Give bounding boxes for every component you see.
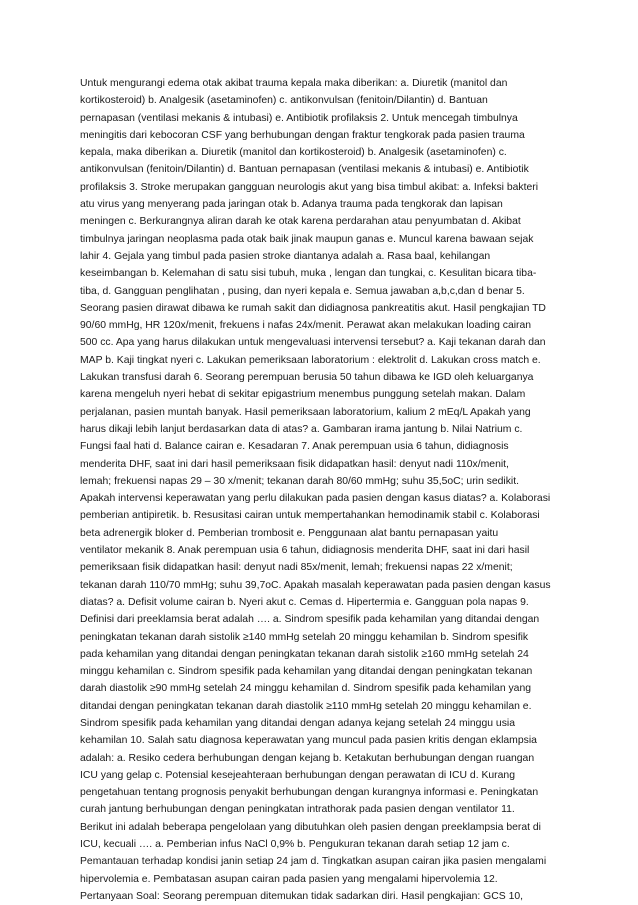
- text-line: karena mengeluh nyeri hebat di sekitar epigastrium menembus punggung setelah makan. Dalam: [80, 389, 526, 401]
- text-line: pengetahuan tentang prognosis penyakit berhubungan dengan kurangnya informasi e. Peningkatan: [80, 787, 539, 799]
- text-line: Seorang pasien dirawat dibawa ke rumah sakit dan didiagnosa pankreatitis akut. Hasil pengkajian TD: [80, 302, 546, 314]
- text-line: timbulnya jaringan neoplasma pada otak baik jinak maupun ganas e. Muncul karena bawaan sejak: [80, 233, 534, 245]
- text-line: antikonvulsan (fenitoin/Dilantin) d. Bantuan pernapasan (ventilasi mekanis & intubasi) e. Antibiotik: [80, 164, 529, 176]
- text-line: MAP b. Kaji tingkat nyeri c. Lakukan pemeriksaan laboratorium : elektrolit d. Lakukan cross match e.: [80, 354, 541, 366]
- document-body: [80, 75, 562, 905]
- text-line: lemah; frekuensi napas 29 – 30 x/menit; tekanan darah 80/60 mmHg; suhu 35,5oC; urin sedikit.: [80, 475, 519, 487]
- text-line: kehamilan 10. Salah satu diagnosa keperawatan yang muncul pada pasien kritis dengan eklampsia: [80, 735, 537, 747]
- text-line: diatas? a. Defisit volume cairan b. Nyeri akut c. Cemas d. Hipertermia e. Gangguan pola napas 9.: [80, 596, 529, 608]
- text-line: hipervolemia e. Pembatasan asupan cairan pada pasien yang mengalami hipervolemia 12.: [80, 873, 498, 885]
- text-line: harus dikaji lebih lanjut berdasarkan data di atas? a. Gambaran irama jantung b. Nilai Natrium c.: [80, 423, 523, 435]
- text-line: keseimbangan b. Kelemahan di satu sisi tubuh, muka , lengan dan tungkai, c. Kesulitan bicara tiba-: [80, 268, 537, 280]
- text-line: curah jantung berhubungan dengan peningkatan intrathorak pada pasien dengan ventilator 11.: [80, 804, 515, 816]
- text-line: perjalanan, pasien muntah banyak. Hasil pemeriksaan laboratorium, kalium 2 mEq/L Apakah yang: [80, 406, 531, 418]
- text-line: profilaksis 3. Stroke merupakan gangguan neurologis akut yang bisa timbul akibat: a. Infeksi bakteri: [80, 181, 539, 193]
- text-line: kortikosteroid) b. Analgesik (asetaminofen) c. antikonvulsan (fenitoin/Dilantin) d. Bantuan: [80, 95, 488, 107]
- text-line: atu virus yang menyerang pada jaringan otak b. Adanya trauma pada tengkorak dan lapisan: [80, 199, 503, 211]
- text-line: Untuk mengurangi edema otak akibat trauma kepala maka diberikan: a. Diuretik (manitol dan: [80, 78, 508, 89]
- text-line: peningkatan tekanan darah sistolik ≥140 mmHg setelah 20 minggu kehamilan b. Sindrom spesifik: [80, 631, 529, 643]
- text-line: tiba, d. Gangguan penglihatan , pusing, dan nyeri kepala e. Semua jawaban a,b,c,dan d benar 5.: [80, 285, 525, 297]
- text-line: meningitis dari kebocoran CSF yang berhubungan dengan fraktur tengkorak pada pasien trauma: [80, 129, 525, 141]
- text-line: adalah: a. Resiko cedera berhubungan dengan kejang b. Ketakutan berhubungan dengan ruangan: [80, 752, 535, 764]
- text-line: Pertanyaan Soal: Seorang perempuan ditemukan tidak sadarkan diri. Hasil pengkajian: GCS 10,: [80, 890, 524, 902]
- text-line: Pemantauan terhadap kondisi janin setiap 24 jam d. Tingkatkan asupan cairan jika pasien mengalami: [80, 856, 547, 868]
- text-line: Apakah intervensi keperawatan yang perlu dilakukan pada pasien dengan kasus diatas? a. Kolaborasi: [80, 493, 551, 505]
- text-line: minggu kehamilan c. Sindrom spesifik pada kehamilan yang ditandai dengan peningkatan tekanan: [80, 666, 533, 678]
- text-line: tekanan darah 110/70 mmHg; suhu 39,7oC. Apakah masalah keperawatan pada pasien dengan kasus: [80, 579, 551, 591]
- text-line: darah diastolik ≥90 mmHg setelah 24 minggu kehamilan d. Sindrom spesifik pada kehamilan yang: [80, 683, 532, 695]
- text-line: ventilator mekanik 8. Anak perempuan usia 6 tahun, didiagnosis menderita DHF, saat ini dari hasil: [80, 545, 530, 557]
- text-line: ICU yang gelap c. Potensial kesejeahteraan berhubungan dengan perawatan di ICU d. Kurang: [80, 769, 515, 781]
- text-line: pernapasan (ventilasi mekanis & intubasi) e. Antibiotik profilaksis 2. Untuk mencegah timbulnya: [80, 112, 518, 124]
- text-line: 500 cc. Apa yang harus dilakukan untuk mengevaluasi intervensi tersebut? a. Kaji tekanan darah dan: [80, 337, 546, 349]
- text-line: kepala, maka diberikan a. Diuretik (manitol dan kortikosteroid) b. Analgesik (asetaminofen) c.: [80, 147, 507, 159]
- text-line: Berikut ini adalah beberapa pengelolaan yang dibutuhkan oleh pasien dengan preeklampsia berat di: [80, 821, 541, 833]
- text-line: Lakukan transfusi darah 6. Seorang perempuan berusia 50 tahun dibawa ke IGD oleh keluarganya: [80, 372, 534, 384]
- text-line: ditandai dengan peningkatan tekanan darah diastolik ≥110 mmHg setelah 20 minggu kehamilan e.: [80, 700, 532, 712]
- text-line: beta adrenergik bloker d. Pemberian trombosit e. Penggunaan alat bantu pernapasan yaitu: [80, 527, 499, 539]
- text-line: 90/60 mmHg, HR 120x/menit, frekuens i nafas 24x/menit. Perawat akan melakukan loading cairan: [80, 320, 532, 332]
- text-line: menderita DHF, saat ini dari hasil pemeriksaan fisik didapatkan hasil: denyut nadi 110x/menit,: [80, 458, 509, 470]
- text-line: ICU, kecuali …. a. Pemberian infus NaCl 0,9% b. Pengukuran tekanan darah setiap 12 jam c.: [80, 839, 510, 851]
- text-line: pemeriksaan fisik didapatkan hasil: denyut nadi 85x/menit, lemah; frekuensi napas 22 x/menit;: [80, 562, 513, 574]
- text-line: Fungsi faal hati d. Balance cairan e. Kesadaran 7. Anak perempuan usia 6 tahun, didiagnosis: [80, 441, 509, 453]
- text-line: pada kehamilan yang ditandai dengan peningkatan tekanan darah sistolik ≥160 mmHg setelah 24: [80, 648, 529, 660]
- text-line: Sindrom spesifik pada kehamilan yang ditandai dengan adanya kejang setelah 24 minggu usia: [80, 717, 515, 729]
- text-line: pemberian antipiretik. b. Resusitasi cairan untuk mempertahankan hemodinamik stabil c. Kolaborasi: [80, 510, 540, 522]
- text-line: lahir 4. Gejala yang timbul pada pasien stroke diantanya adalah a. Rasa baal, kehilangan: [80, 250, 491, 262]
- text-line: Definisi dari preeklamsia berat adalah …. a. Sindrom spesifik pada kehamilan yang ditandai dengan: [80, 614, 540, 626]
- text-line: meningen c. Berkurangnya aliran darah ke otak karena perdarahan atau penyumbatan d. Akibat: [80, 216, 521, 228]
